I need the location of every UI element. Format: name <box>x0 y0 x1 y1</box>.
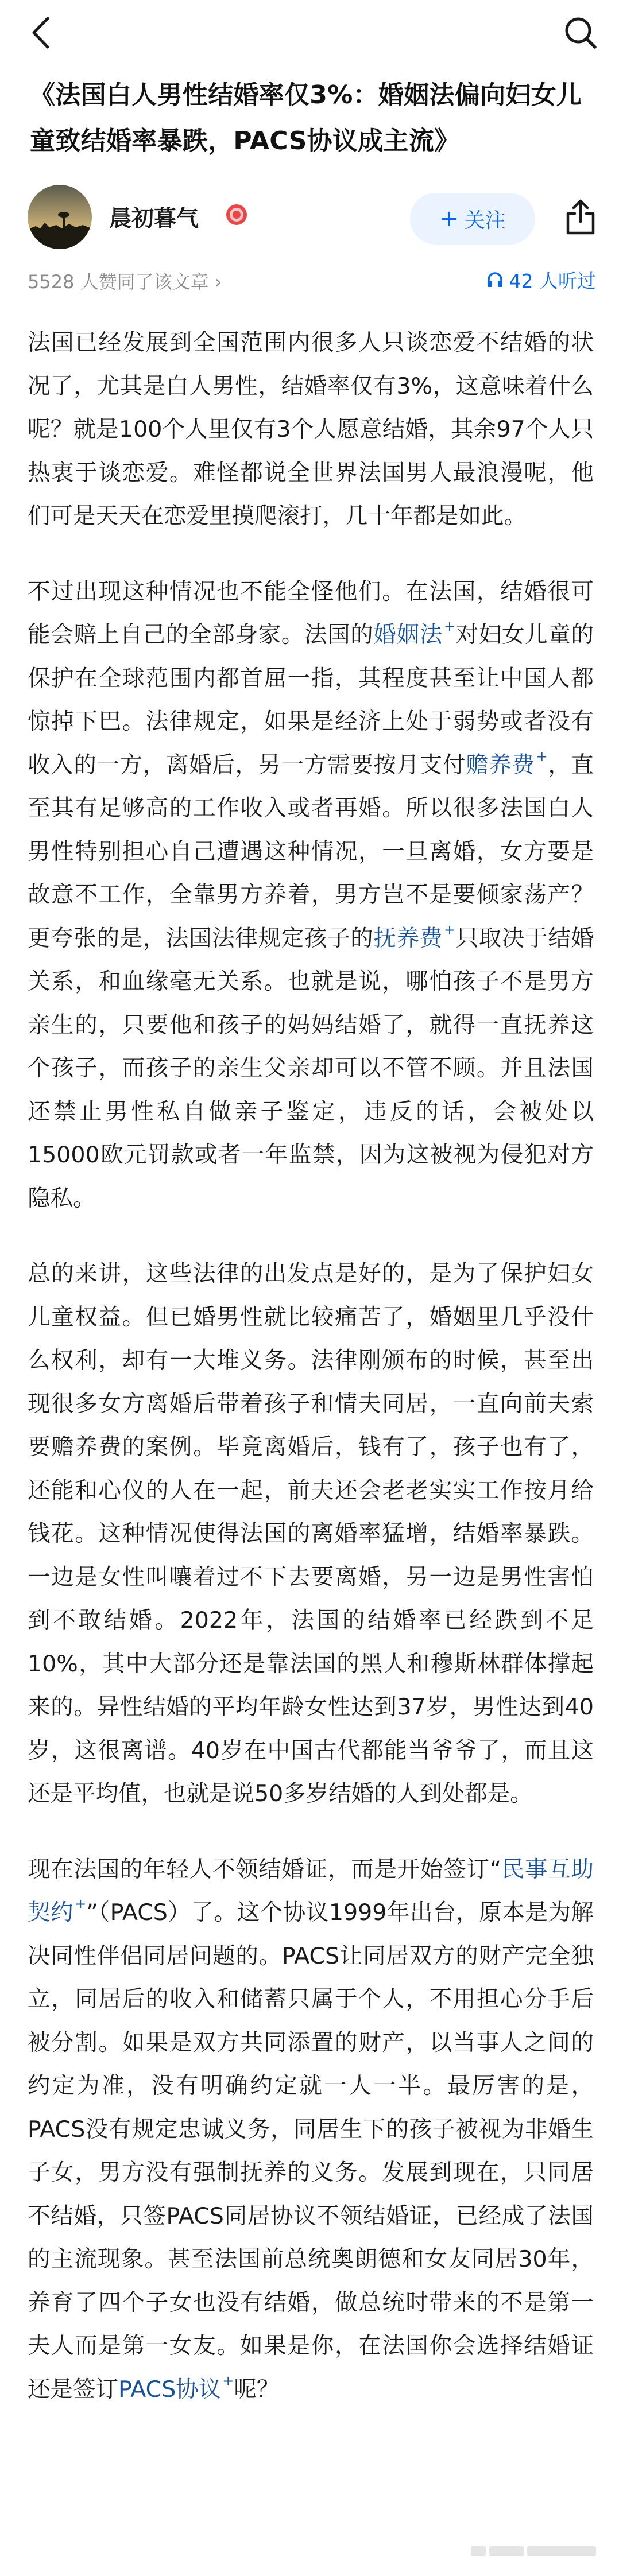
keyword-link-alimony[interactable]: 赡养费+ <box>466 748 548 778</box>
listen-count[interactable]: 42 人听过 <box>486 266 596 293</box>
share-button[interactable] <box>562 196 599 238</box>
keyword-link-pacs[interactable]: PACS协议+ <box>118 2372 234 2403</box>
follow-label: 关注 <box>464 208 506 232</box>
follow-button[interactable] <box>410 193 535 245</box>
paragraph-4: 现在法国的年轻人不领结婚证，而是开始签订“民事互助契约+”（PACS）了。这个协议1999年出台，原本是为解决同性伴侣同居问题的。PACS让同居双方的财产完全独立，同居后的收入和储蓄只属于个人，不用担心分手后被分割。如果是双方共同添置的财产，以当事人之间的约定为准，没有明确约定就一人一半。最厉害的是，PACS没有规定忠诚义务，同居生下的孩子被视为非婚生子女，男方没有强制抚养的义务。发展到现在，只同居不结婚，只签PACS同居协议不领结婚证，已经成了法国的主流现象。甚至法国前总统奥朗德和女友同居30年，养育了四个子女也没有结婚，做总统时带来的不是第一夫人而是第一女友。如果是你，在法国你会选择结婚证还是签订PACS协议+呢？ <box>28 1856 594 2403</box>
verified-badge-icon <box>225 203 248 226</box>
top-bar <box>0 0 619 72</box>
keyword-link-child-support[interactable]: 抚养费+ <box>373 921 456 952</box>
agree-count[interactable]: 5528 人赞同了该文章 › <box>28 271 222 293</box>
share-icon <box>564 199 597 235</box>
headphones-icon <box>486 271 504 289</box>
search-button[interactable] <box>562 14 599 52</box>
plus-icon: + <box>439 205 459 232</box>
avatar[interactable] <box>28 185 92 249</box>
chevron-left-icon <box>29 16 52 49</box>
paragraph-1: 法国已经发展到全国范围内很多人只谈恋爱不结婚的状况了，尤其是白人男性，结婚率仅有3%，这意味着什么呢？就是100个人里仅有3个人愿意结婚，其余97个人只热衷于谈恋爱。难怪都说全世界法国男人最浪漫呢，他们可是天天在恋爱里摸爬滚打，几十年都是如此。 <box>28 329 594 529</box>
paragraph-3: 总的来讲，这些法律的出发点是好的，是为了保护妇女儿童权益。但已婚男性就比较痛苦了，婚姻里几乎没什么权利，却有一大堆义务。法律刚颁布的时候，甚至出现很多女方离婚后带着孩子和情夫同居，一直向前夫索要赡养费的案例。毕竟离婚后，钱有了，孩子也有了，还能和心仪的人在一起，前夫还会老老实实工作按月给钱花。这种情况使得法国的离婚率猛增，结婚率暴跌。一边是女性叫嚷着过不下去要离婚，另一边是男性害怕到不敢结婚。2022年，法国的结婚率已经跌到不足10%，其中大部分还是靠法国的黑人和穆斯林群体撑起来的。异性结婚的平均年龄女性达到37岁，男性达到40岁，这很离谱。40岁在中国古代都能当爷爷了，而且这还是平均值，也就是说50多岁结婚的人到处都是。 <box>28 1260 594 1807</box>
paragraph-2: 不过出现这种情况也不能全怪他们。在法国，结婚很可能会赔上自己的全部身家。法国的婚姻法+对妇女儿童的保护在全球范围内都首屈一指，其程度甚至让中国人都惊掉下巴。法律规定，如果是经济上处于弱势或者没有收入的一方，离婚后，另一方需要按月支付赡养费+，直至其有足够高的工作收入或者再婚。所以很多法国白人男性特别担心自己遭遇这种情况，一旦离婚，女方要是故意不工作，全靠男方养着，男方岂不是要倾家荡产？更夸张的是，法国法律规定孩子的抚养费+只取决于结婚关系，和血缘毫无关系。也就是说，哪怕孩子不是男方亲生的，只要他和孩子的妈妈结婚了，就得一直抚养这个孩子，而孩子的亲生父亲却可以不管不顾。并且法国还禁止男性私自做亲子鉴定，违反的话，会被处以15000欧元罚款或者一年监禁，因为这被视为侵犯对方隐私。 <box>28 578 594 1212</box>
article-title: 《法国白人男性结婚率仅3%：婚姻法偏向妇女儿童致结婚率暴跌，PACS协议成主流》 <box>30 80 582 156</box>
author-name[interactable]: 晨初暮气 <box>109 206 199 232</box>
search-icon <box>563 15 598 50</box>
chevron-right-icon: › <box>214 271 222 293</box>
watermark <box>458 2544 596 2559</box>
keyword-link-civil-pact[interactable]: 民事互助契约+ <box>28 1856 594 1926</box>
keyword-link-marriage-law[interactable]: 婚姻法+ <box>373 618 456 648</box>
back-button[interactable] <box>22 14 60 52</box>
author-row <box>0 164 619 256</box>
stats-row <box>0 256 619 302</box>
article-body <box>0 321 619 2411</box>
